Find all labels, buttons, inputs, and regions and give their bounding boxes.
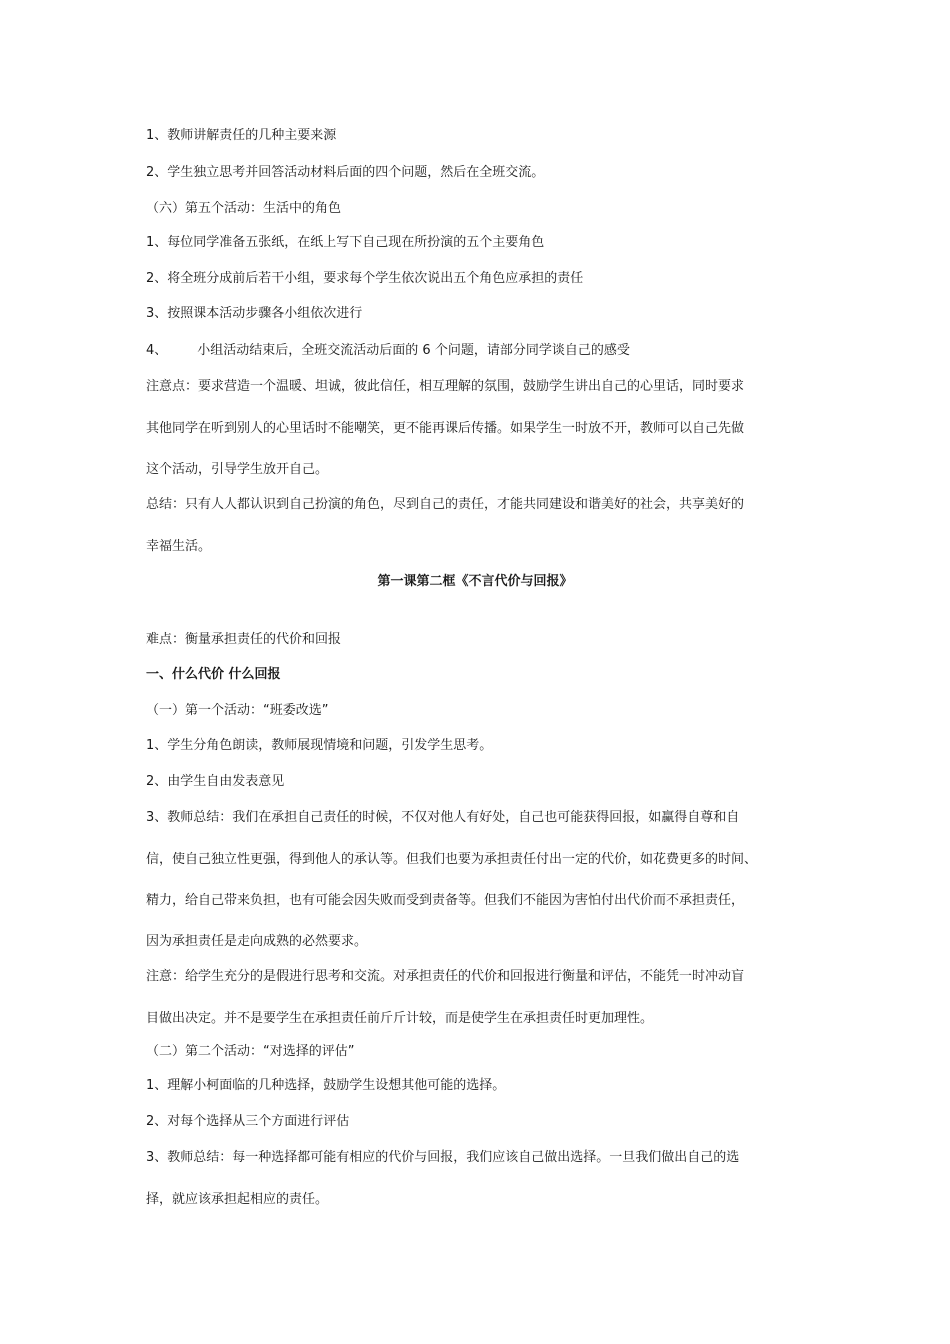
- difficulty-line: 难点：衡量承担责任的代价和回报: [146, 632, 342, 647]
- list-item: 1、学生分角色朗读，教师展现情境和问题，引发学生思考。: [146, 738, 493, 753]
- summary-paragraph-line: 精力，给自己带来负担，也有可能会因失败而受到责备等。但我们不能因为害怕付出代价而不承担责任，: [146, 893, 745, 908]
- note-paragraph-line: 注意：给学生充分的是假进行思考和交流。对承担责任的代价和回报进行衡量和评估，不能凭一时冲动盲: [146, 969, 745, 984]
- lesson-title: 第一课第二框《不言代价与回报》: [377, 574, 573, 589]
- summary-paragraph-line: 幸福生活。: [146, 539, 212, 554]
- activity-heading: （一）第一个活动：“班委改选”: [146, 703, 329, 718]
- list-item: 2、对每个选择从三个方面进行评估: [146, 1114, 350, 1129]
- list-item: 2、将全班分成前后若干小组，要求每个学生依次说出五个角色应承担的责任: [146, 271, 584, 286]
- list-item: 3、按照课本活动步骤各小组依次进行: [146, 306, 363, 321]
- summary-paragraph-line: 择，就应该承担起相应的责任。: [146, 1192, 329, 1207]
- summary-paragraph-line: 3、教师总结：我们在承担自己责任的时候，不仅对他人有好处，自己也可能获得回报，如赢得自尊和自: [146, 810, 740, 825]
- list-item-number: 4、: [146, 343, 168, 358]
- note-paragraph-line: 其他同学在听到别人的心里话时不能嘲笑，更不能再课后传播。如果学生一时放不开，教师可以自己先做: [146, 421, 745, 436]
- activity-heading: （六）第五个活动：生活中的角色: [146, 201, 342, 216]
- list-item-text: 小组活动结束后，全班交流活动后面的 6 个问题，请部分同学谈自己的感受: [197, 343, 630, 358]
- summary-paragraph-line: 因为承担责任是走向成熟的必然要求。: [146, 934, 368, 949]
- list-item: 2、学生独立思考并回答活动材料后面的四个问题，然后在全班交流。: [146, 165, 545, 180]
- note-paragraph-line: 这个活动，引导学生放开自己。: [146, 462, 329, 477]
- note-paragraph-line: 目做出决定。并不是要学生在承担责任前斤斤计较，而是使学生在承担责任时更加理性。: [146, 1011, 654, 1026]
- summary-paragraph-line: 总结：只有人人都认识到自己扮演的角色，尽到自己的责任，才能共同建设和谐美好的社会，共享美好的: [146, 497, 745, 512]
- summary-paragraph-line: 3、教师总结：每一种选择都可能有相应的代价与回报，我们应该自己做出选择。一旦我们做出自己的选: [146, 1150, 740, 1165]
- note-paragraph-line: 注意点：要求营造一个温暖、坦诚，彼此信任，相互理解的氛围，鼓励学生讲出自己的心里话，同时要求: [146, 379, 745, 394]
- activity-heading: （二）第二个活动：“对选择的评估”: [146, 1044, 355, 1059]
- list-item: [146, 342, 630, 360]
- list-item: 1、每位同学准备五张纸，在纸上写下自己现在所扮演的五个主要角色: [146, 235, 545, 250]
- list-item: 1、教师讲解责任的几种主要来源: [146, 128, 337, 143]
- list-item: 2、由学生自由发表意见: [146, 774, 285, 789]
- list-item: 1、理解小柯面临的几种选择，鼓励学生设想其他可能的选择。: [146, 1078, 506, 1093]
- summary-paragraph-line: 信，使自己独立性更强，得到他人的承认等。但我们也要为承担责任付出一定的代价，如花费更多的时间、: [146, 852, 758, 867]
- section-heading: 一、什么代价 什么回报: [146, 667, 281, 682]
